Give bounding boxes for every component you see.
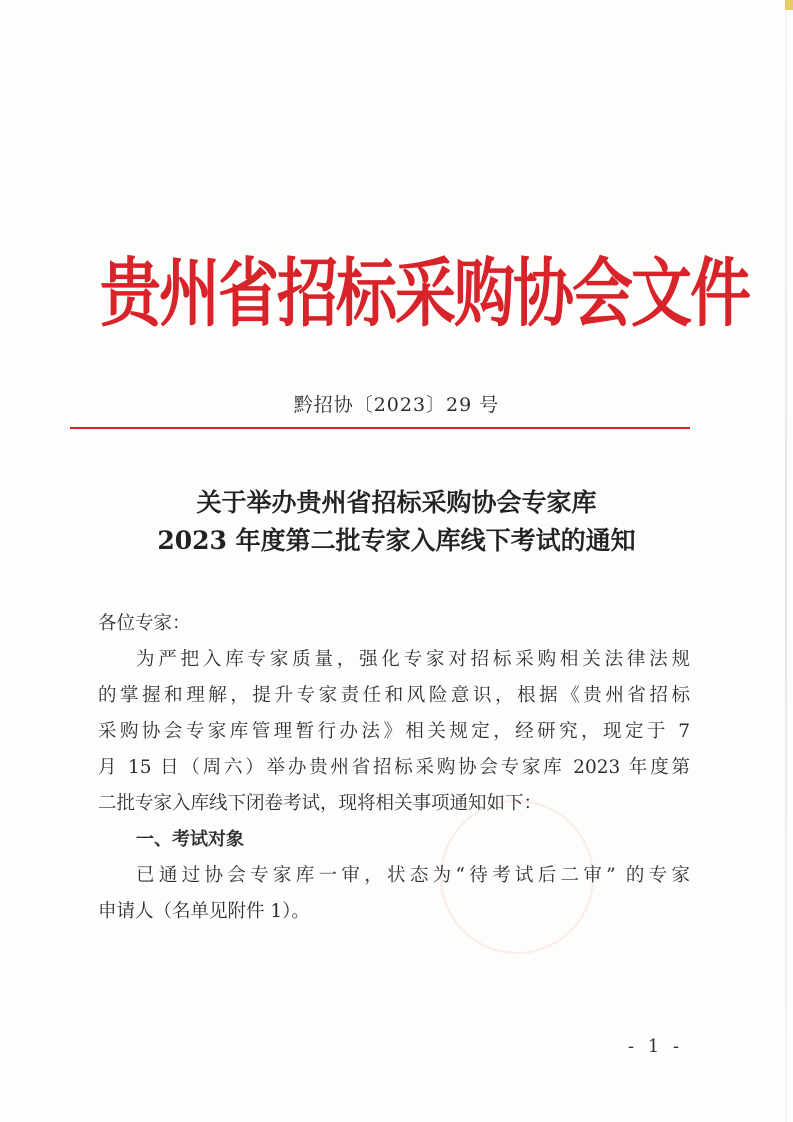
paragraph-1-line-1: 为严把入库专家质量，强化专家对招标采购相关法律法规 — [136, 649, 690, 670]
notice-title — [0, 484, 793, 560]
notice-body — [98, 606, 690, 930]
paragraph-2-line-2: 申请人（名单见附件 1）。 — [98, 901, 310, 922]
document-number: 黔招协〔2023〕29 号 — [293, 394, 500, 416]
section-1-heading: 一、考试对象 — [136, 829, 244, 850]
paragraph-2-line-1: 已通过协会专家库一审，状态为“待考试后二审” 的专家 — [136, 865, 690, 886]
letterhead-title: 贵州省招标采购协会文件 — [100, 250, 750, 338]
paragraph-1-line-5: 二批专家入库线下闭卷考试，现将相关事项通知如下： — [98, 793, 543, 814]
notice-title-line-1: 关于举办贵州省招标采购协会专家库 — [196, 488, 597, 517]
salutation: 各位专家： — [98, 613, 191, 634]
paragraph-1-line-4: 月 15 日（周六）举办贵州省招标采购协会专家库 2023 年度第 — [98, 757, 690, 778]
letterhead-red-rule — [70, 427, 690, 429]
paragraph-1-line-2: 的掌握和理解，提升专家责任和风险意识，根据《贵州省招标 — [98, 685, 690, 706]
notice-title-line-2: 2023 年度第二批专家入库线下考试的通知 — [157, 526, 636, 555]
page-number: - 1 - — [628, 1036, 684, 1057]
paragraph-1-line-3: 采购协会专家库管理暂行办法》相关规定，经研究，现定于 7 — [98, 721, 690, 742]
scan-tape-mark — [785, 0, 793, 10]
scan-edge-shadow — [785, 0, 787, 1122]
